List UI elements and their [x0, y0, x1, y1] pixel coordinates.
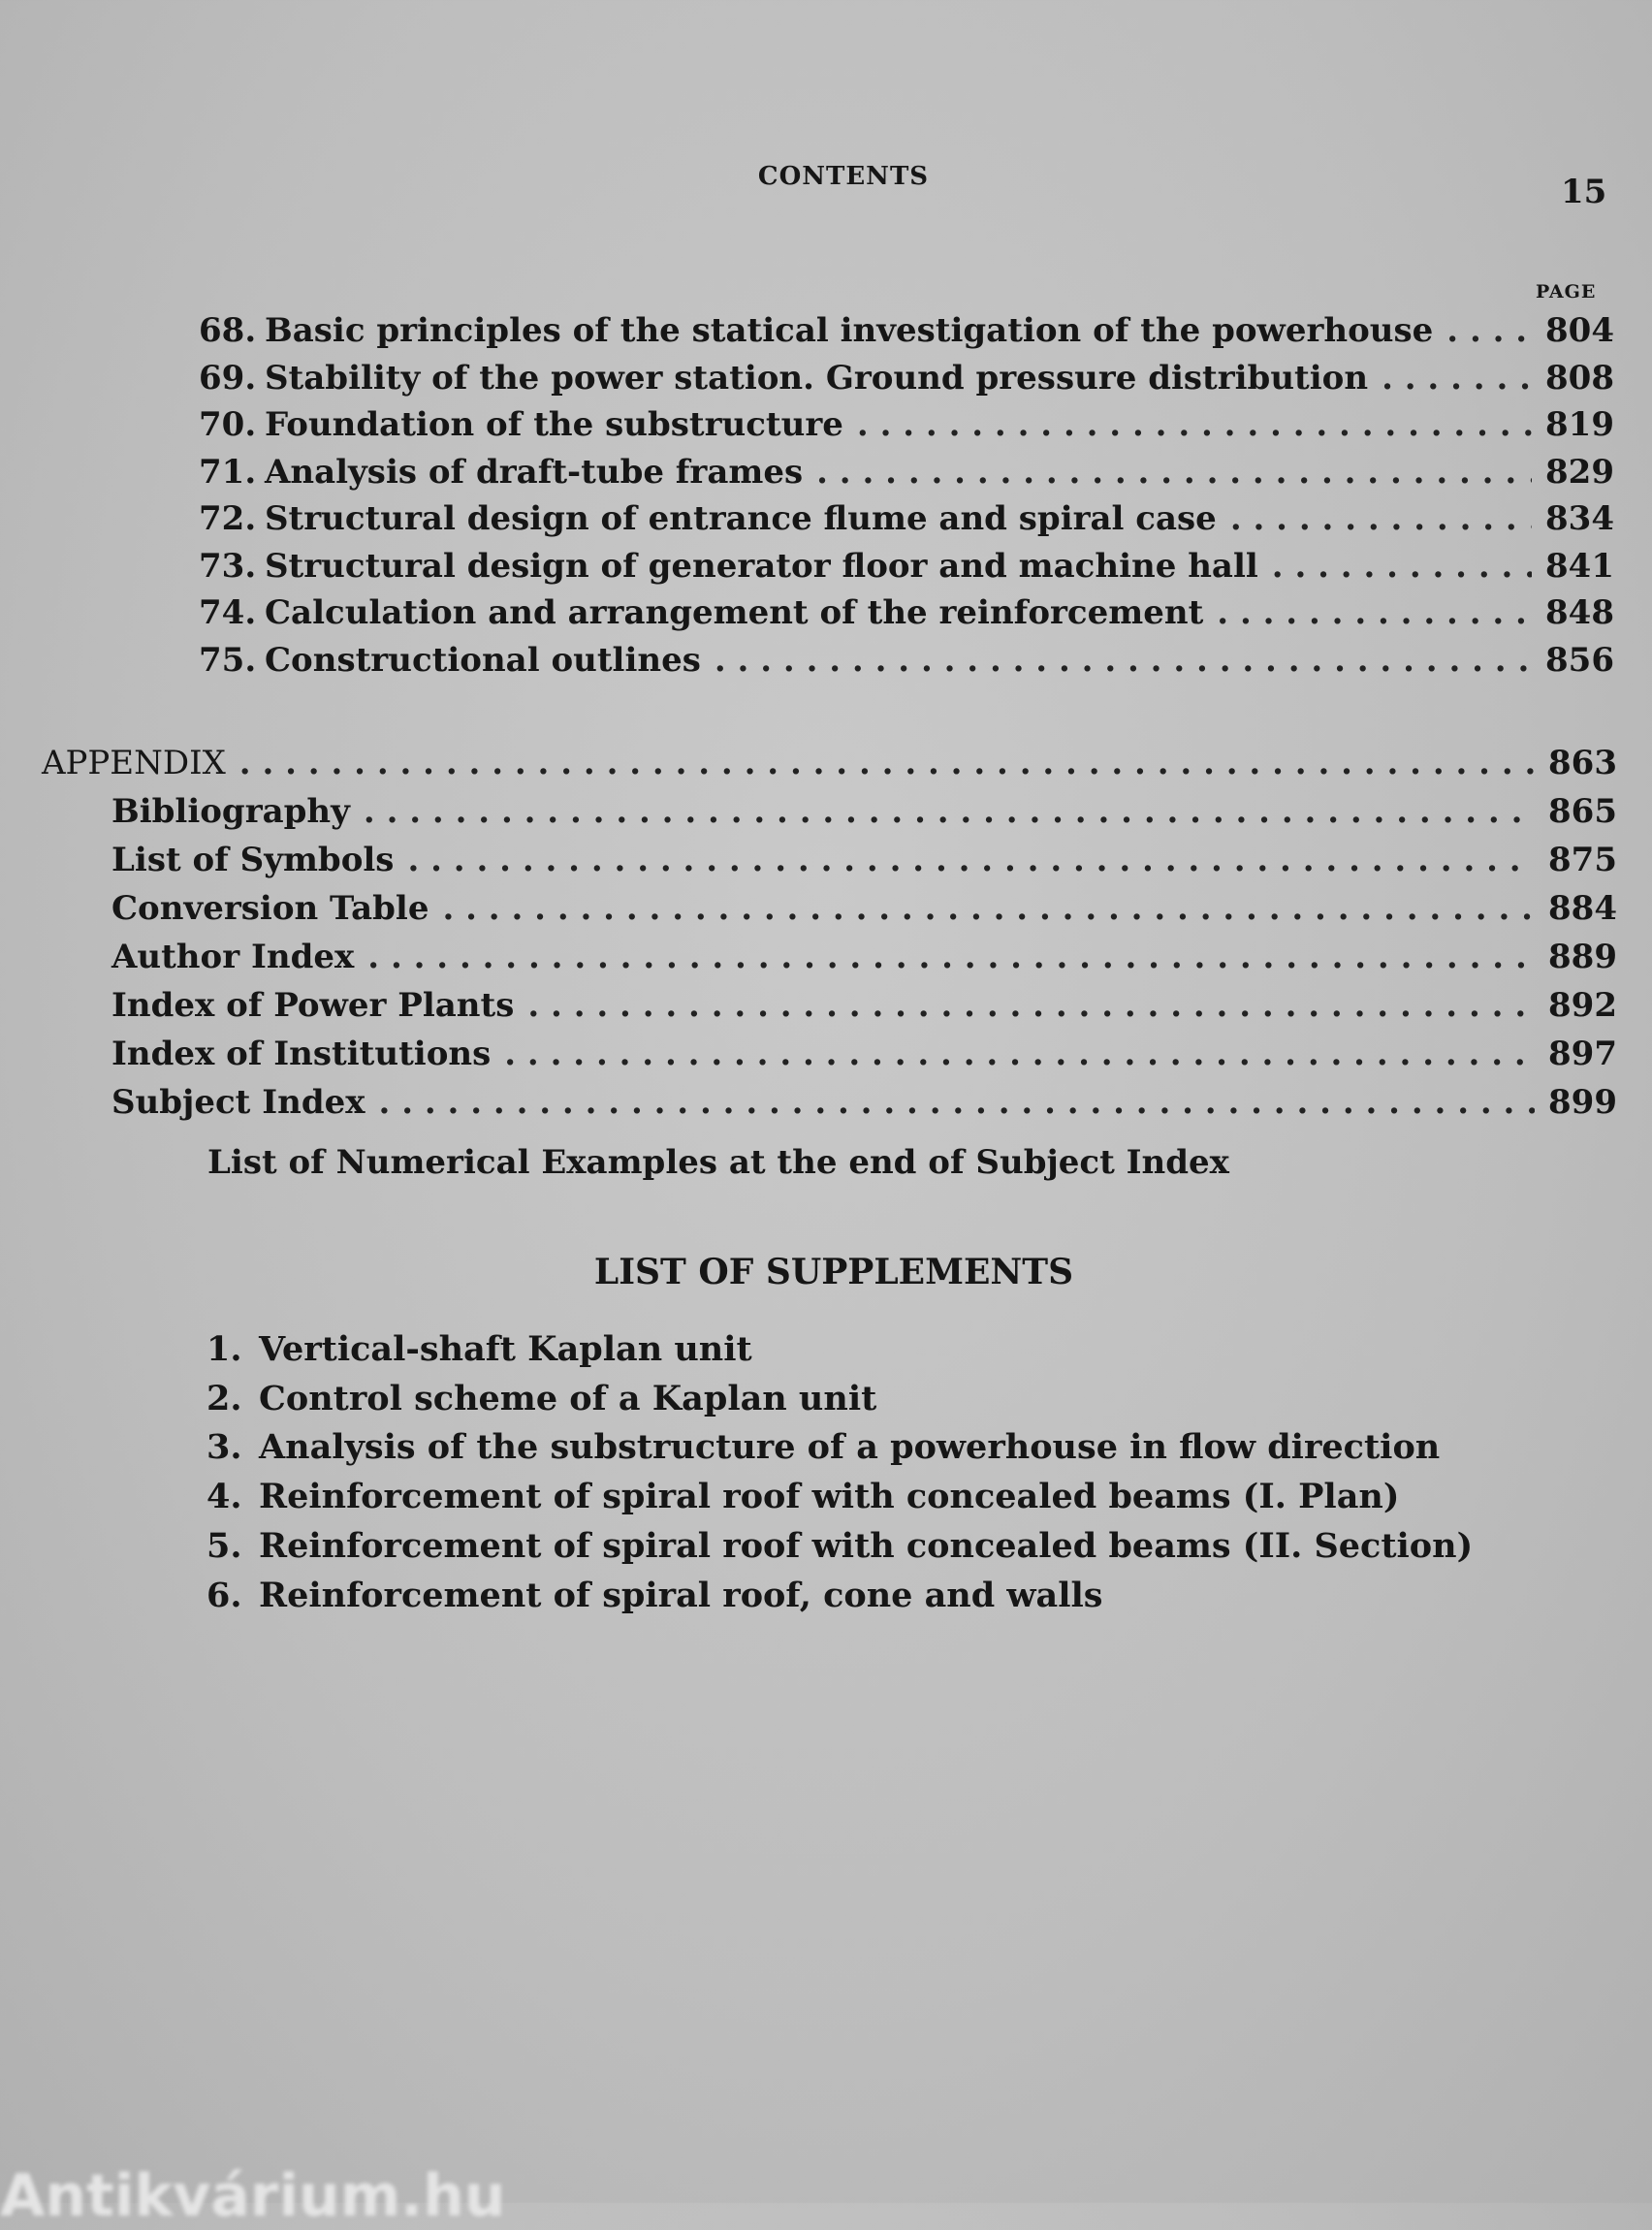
entry-page: 848: [1545, 593, 1614, 632]
entry-title: Subject Index: [111, 1083, 365, 1122]
supplement-number: 5.: [206, 1525, 242, 1566]
entry-page: 829: [1545, 452, 1614, 492]
dot-leader: [857, 404, 1532, 445]
dot-leader: [816, 452, 1532, 493]
entry-page: 899: [1548, 1083, 1617, 1122]
entry-page: 808: [1545, 358, 1614, 398]
appendix-item: [111, 840, 1617, 880]
entry-page: 897: [1548, 1035, 1617, 1073]
entry-page: 804: [1545, 311, 1614, 350]
supplement-item: [206, 1525, 1473, 1568]
appendix-page: 863: [1548, 744, 1617, 782]
page-column-label: PAGE: [1536, 281, 1597, 303]
entry-page: 875: [1548, 841, 1617, 879]
entry-page: 834: [1545, 499, 1614, 538]
supplement-number: 2.: [206, 1378, 242, 1418]
entry-number: 71.: [199, 452, 257, 492]
dot-leader: [1382, 358, 1532, 398]
entry-number: 68.: [199, 311, 257, 350]
entry-title: Index of Power Plants: [111, 986, 515, 1025]
entry-page: 841: [1545, 546, 1614, 586]
supplement-item: [206, 1575, 1103, 1617]
dot-leader: [239, 743, 1535, 783]
toc-entry: [199, 592, 1614, 633]
entry-number: 73.: [199, 546, 257, 586]
entry-title: List of Symbols: [111, 841, 395, 879]
page-number: 15: [1561, 173, 1607, 211]
entry-page: 884: [1548, 889, 1617, 928]
toc-entry: [199, 546, 1614, 587]
dot-leader: [715, 640, 1532, 681]
appendix-item: [111, 1082, 1617, 1123]
supplement-item: [206, 1476, 1399, 1518]
toc-entry: [199, 404, 1614, 445]
toc-entry: [199, 452, 1614, 493]
entry-title: Constructional outlines: [265, 640, 701, 680]
appendix-entry: [42, 743, 1617, 783]
entry-title: Analysis of draft-tube frames: [265, 452, 804, 492]
supplement-title: Vertical-shaft Kaplan unit: [259, 1329, 752, 1369]
dot-leader: [1217, 592, 1532, 633]
dot-leader: [504, 1034, 1535, 1074]
entry-title: Structural design of entrance flume and spiral case: [265, 499, 1217, 538]
dot-leader: [1230, 498, 1532, 539]
entry-title: Foundation of the substructure: [265, 405, 843, 444]
entry-number: 74.: [199, 593, 257, 632]
supplement-title: Analysis of the substructure of a powerhouse in flow direction: [259, 1427, 1441, 1468]
supplement-item: [206, 1378, 876, 1420]
toc-entry: [199, 358, 1614, 398]
supplement-title: Reinforcement of spiral roof with concealed beams (I. Plan): [259, 1477, 1400, 1517]
supplements-heading: LIST OF SUPPLEMENTS: [593, 1252, 1074, 1292]
dot-leader: [1272, 546, 1532, 587]
dot-leader: [1446, 310, 1532, 351]
entry-number: 72.: [199, 499, 257, 538]
dot-leader: [364, 791, 1535, 832]
entry-title: Stability of the power station. Ground pressure distribution: [265, 358, 1369, 398]
appendix-item: [111, 888, 1617, 929]
dot-leader: [407, 840, 1535, 880]
appendix-note: List of Numerical Examples at the end of Subject Index: [207, 1143, 1229, 1182]
entry-title: Index of Institutions: [111, 1035, 492, 1073]
entry-title: Structural design of generator floor and machine hall: [265, 546, 1258, 586]
appendix-item: [111, 1034, 1617, 1074]
entry-title: Basic principles of the statical investigation of the powerhouse: [265, 311, 1434, 350]
dot-leader: [367, 937, 1535, 977]
entry-title: Conversion Table: [111, 889, 429, 928]
supplement-item: [206, 1426, 1440, 1469]
toc-entry: [199, 640, 1614, 681]
supplement-number: 6.: [206, 1575, 242, 1615]
entry-page: 865: [1548, 792, 1617, 831]
dot-leader: [527, 985, 1535, 1026]
entry-page: 892: [1548, 986, 1617, 1025]
entry-number: 70.: [199, 405, 257, 444]
dot-leader: [442, 888, 1535, 929]
toc-entry: [199, 310, 1614, 351]
entry-title: Author Index: [111, 938, 355, 976]
entry-title: Calculation and arrangement of the reinforcement: [265, 593, 1204, 632]
watermark: Antikvárium.hu: [0, 2162, 506, 2230]
appendix-item: [111, 791, 1617, 832]
supplement-title: Reinforcement of spiral roof with concealed beams (II. Section): [259, 1525, 1474, 1566]
running-title: CONTENTS: [757, 162, 930, 191]
appendix-title: APPENDIX: [42, 744, 226, 782]
entry-page: 889: [1548, 938, 1617, 976]
supplement-number: 3.: [206, 1427, 242, 1468]
entry-number: 75.: [199, 640, 257, 680]
entry-title: Bibliography: [111, 792, 350, 831]
entry-page: 819: [1545, 405, 1614, 444]
supplement-number: 1.: [206, 1329, 242, 1369]
supplement-item: [206, 1328, 752, 1371]
supplement-title: Reinforcement of spiral roof, cone and walls: [259, 1575, 1103, 1615]
entry-number: 69.: [199, 358, 257, 398]
dot-leader: [379, 1082, 1535, 1123]
appendix-item: [111, 985, 1617, 1026]
toc-entry: [199, 498, 1614, 539]
appendix-item: [111, 937, 1617, 977]
supplement-number: 4.: [206, 1477, 242, 1517]
entry-page: 856: [1545, 640, 1614, 680]
supplement-title: Control scheme of a Kaplan unit: [259, 1378, 877, 1418]
